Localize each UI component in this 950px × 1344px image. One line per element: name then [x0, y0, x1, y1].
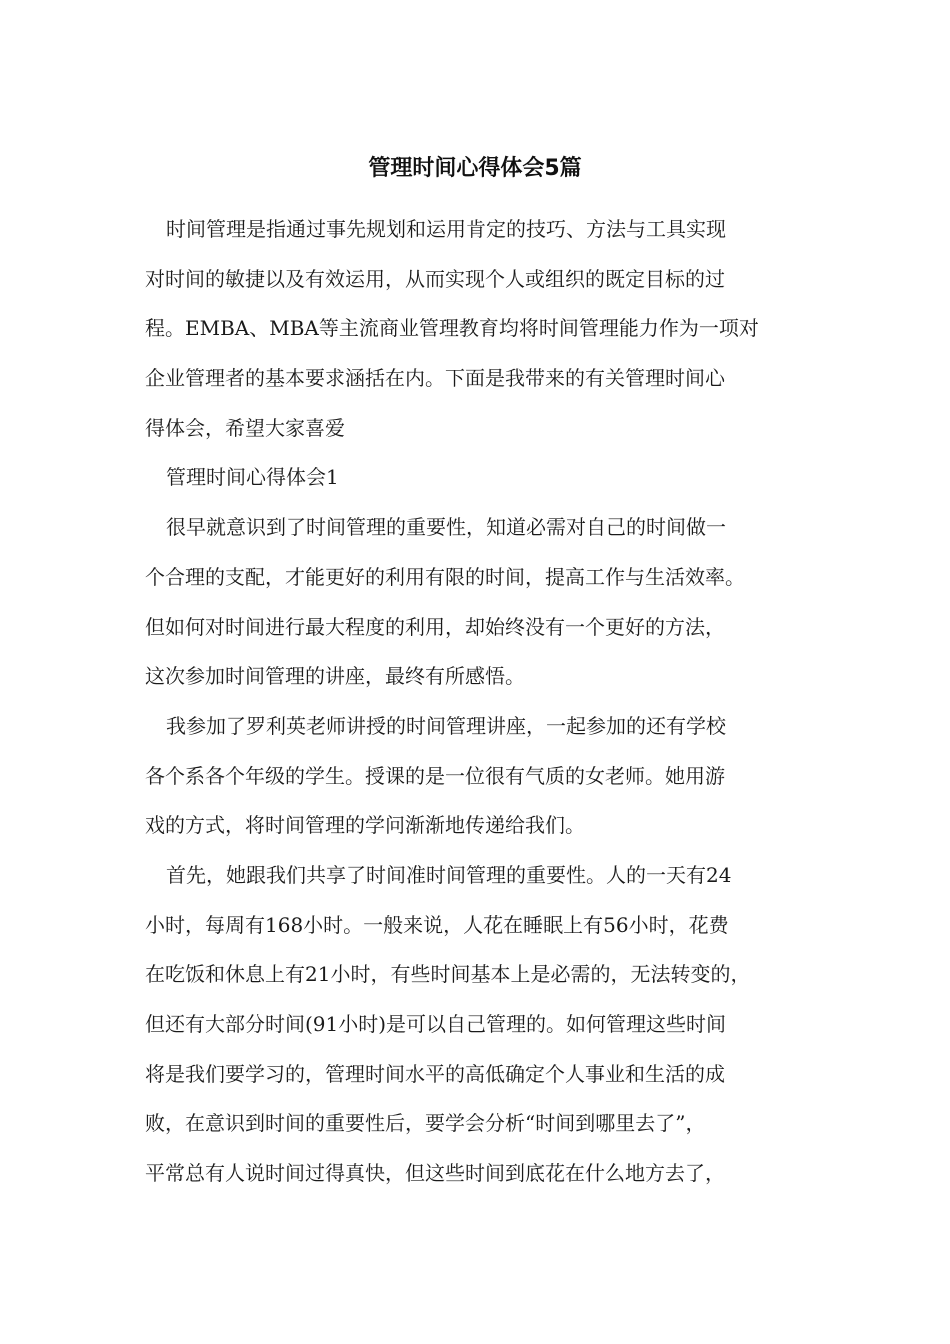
text-line: 个合理的支配，才能更好的利用有限的时间，提高工作与生活效率。 [145, 564, 745, 589]
text-line: 首先，她跟我们共享了时间准时间管理的重要性。人的一天有24 [166, 862, 732, 887]
document-body [145, 205, 807, 1199]
text-line: 这次参加时间管理的讲座，最终有所感悟。 [145, 664, 525, 689]
text-line: 但还有大部分时间(91小时)是可以自己管理的。如何管理这些时间 [145, 1012, 727, 1036]
document-title: 管理时间心得体会5篇 [368, 156, 582, 181]
text-line: 我参加了罗利英老师讲授的时间管理讲座，一起参加的还有学校 [166, 713, 726, 738]
text-line: 得体会，希望大家喜爱 [145, 415, 345, 440]
text-line: 但如何对时间进行最大程度的利用，却始终没有一个更好的方法， [145, 614, 725, 639]
text-line: 平常总有人说时间过得真快，但这些时间到底花在什么地方去了， [145, 1161, 725, 1186]
text-line: 将是我们要学习的，管理时间水平的高低确定个人事业和生活的成 [145, 1061, 725, 1086]
text-line: 小时，每周有168小时。一般来说，人花在睡眠上有56小时，花费 [145, 912, 729, 937]
text-line: 戏的方式，将时间管理的学问渐渐地传递给我们。 [145, 813, 585, 838]
text-line: 时间管理是指通过事先规划和运用肯定的技巧、方法与工具实现 [166, 217, 726, 241]
text-line: 各个系各个年级的学生。授课的是一位很有气质的女老师。她用游 [145, 763, 725, 788]
text-line: 管理时间心得体会1 [166, 465, 339, 490]
text-line: 在吃饭和休息上有21小时，有些时间基本上是必需的，无法转变的， [145, 962, 751, 987]
text-line: 程。EMBA、MBA等主流商业管理教育均将时间管理能力作为一项对 [145, 316, 759, 341]
text-line: 对时间的敏捷以及有效运用，从而实现个人或组织的既定目标的过 [145, 266, 725, 291]
text-line: 败，在意识到时间的重要性后，要学会分析“时间到哪里去了”， [145, 1111, 706, 1136]
text-line: 很早就意识到了时间管理的重要性，知道必需对自己的时间做一 [166, 515, 726, 540]
text-line: 企业管理者的基本要求涵括在内。下面是我带来的有关管理时间心 [145, 366, 725, 391]
